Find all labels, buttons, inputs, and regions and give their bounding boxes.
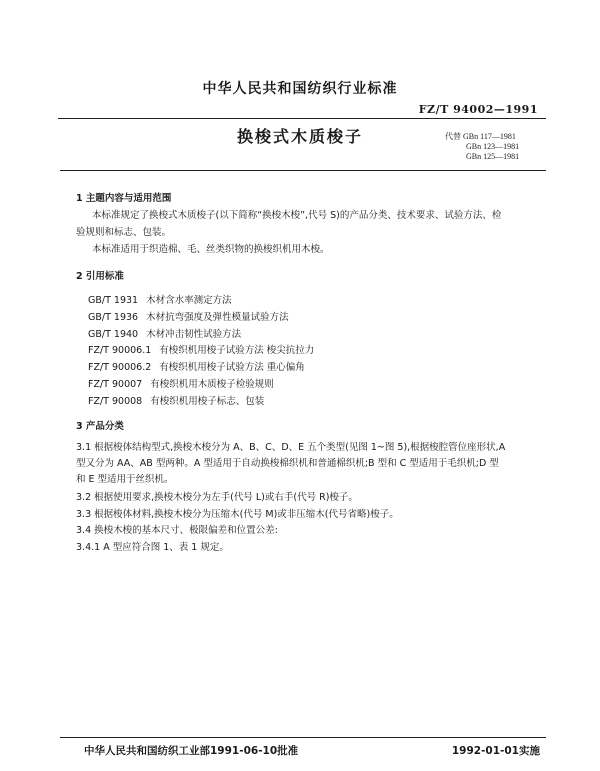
- approval-statement: 中华人民共和国纺织工业部1991-06-10批准: [84, 745, 299, 757]
- replaces-block: [445, 132, 519, 162]
- s1-paragraph-scope: 本标准适用于织造棉、毛、丝类织物的换梭织机用木梭。: [92, 244, 330, 255]
- reference-item: [88, 376, 274, 390]
- standard-number: FZ/T 94002—1991: [418, 103, 538, 116]
- reference-item: [88, 359, 305, 373]
- reference-code: FZ/T 90007: [88, 379, 143, 390]
- clause-3-1-line: 和 E 型适用于丝织机。: [76, 474, 174, 485]
- reference-title: 有梭织机用梭子标志、包装: [150, 396, 265, 407]
- reference-item: [88, 393, 264, 407]
- reference-title: 木材含水率测定方法: [146, 295, 232, 306]
- clause-3-4-1: 3.4.1 A 型应符合图 1、表 1 规定。: [76, 542, 229, 553]
- reference-code: GB/T 1940: [88, 329, 139, 340]
- clause-3-1-line: 型又分为 AA、AB 型两种。A 型适用于自动换梭棉织机和普通棉织机;B 型和 C 型适用于毛织机;D 型: [76, 458, 499, 469]
- replaces-item: GBn 125—1981: [466, 152, 520, 161]
- s1-paragraph-line: 本标准规定了换梭式木质梭子(以下简称“换梭木梭”,代号 S)的产品分类、技术要求、试验方法、检: [92, 210, 502, 221]
- clause-3-2: 3.2 根据使用要求,换梭木梭分为左手(代号 L)或右手(代号 R)梭子。: [76, 492, 358, 503]
- reference-title: 有梭织机用木质梭子检验规则: [150, 379, 274, 390]
- implementation-date: 1992-01-01实施: [451, 745, 540, 757]
- clause-3-3: 3.3 根据梭体材料,换梭木梭分为压缩木(代号 M)或非压缩木(代号省略)梭子。: [76, 509, 399, 520]
- section-1-heading: 1 主题内容与适用范围: [76, 193, 172, 204]
- reference-title: 有梭织机用梭子试验方法 重心偏角: [159, 362, 305, 373]
- s1-paragraph-line: 验规则和标志、包装。: [76, 227, 172, 238]
- doc-title: 换梭式木质梭子: [236, 127, 363, 146]
- reference-item: [88, 292, 232, 306]
- title-rule: [60, 170, 546, 171]
- reference-item: [88, 326, 241, 340]
- org-title: 中华人民共和国纺织行业标准: [202, 81, 398, 97]
- section-2-heading: 2 引用标准: [76, 271, 124, 282]
- reference-item: [88, 309, 289, 323]
- header-rule: [58, 118, 546, 119]
- reference-code: FZ/T 90006.2: [88, 362, 152, 373]
- replaces-item: GBn 123—1981: [466, 142, 520, 151]
- reference-code: FZ/T 90006.1: [88, 345, 152, 356]
- reference-title: 木材冲击韧性试验方法: [146, 329, 242, 340]
- reference-title: 木材抗弯强度及弹性模量试验方法: [146, 312, 289, 323]
- clause-3-1-line: 3.1 根据梭体结构型式,换梭木梭分为 A、B、C、D、E 五个类型(见图 1~图 5),根据梭腔管位座形状,A: [76, 442, 506, 453]
- replaces-item: GBn 117—1981: [463, 132, 516, 141]
- clause-3-4: 3.4 换梭木梭的基本尺寸、极限偏差和位置公差:: [76, 525, 278, 536]
- replaces-label: 代替: [445, 132, 461, 141]
- reference-code: GB/T 1936: [88, 312, 139, 323]
- footer-rule: [60, 737, 546, 738]
- reference-code: GB/T 1931: [88, 295, 139, 306]
- section-3-heading: 3 产品分类: [76, 421, 124, 432]
- reference-item: [88, 342, 314, 356]
- reference-title: 有梭织机用梭子试验方法 梭尖抗拉力: [159, 345, 315, 356]
- reference-code: FZ/T 90008: [88, 396, 143, 407]
